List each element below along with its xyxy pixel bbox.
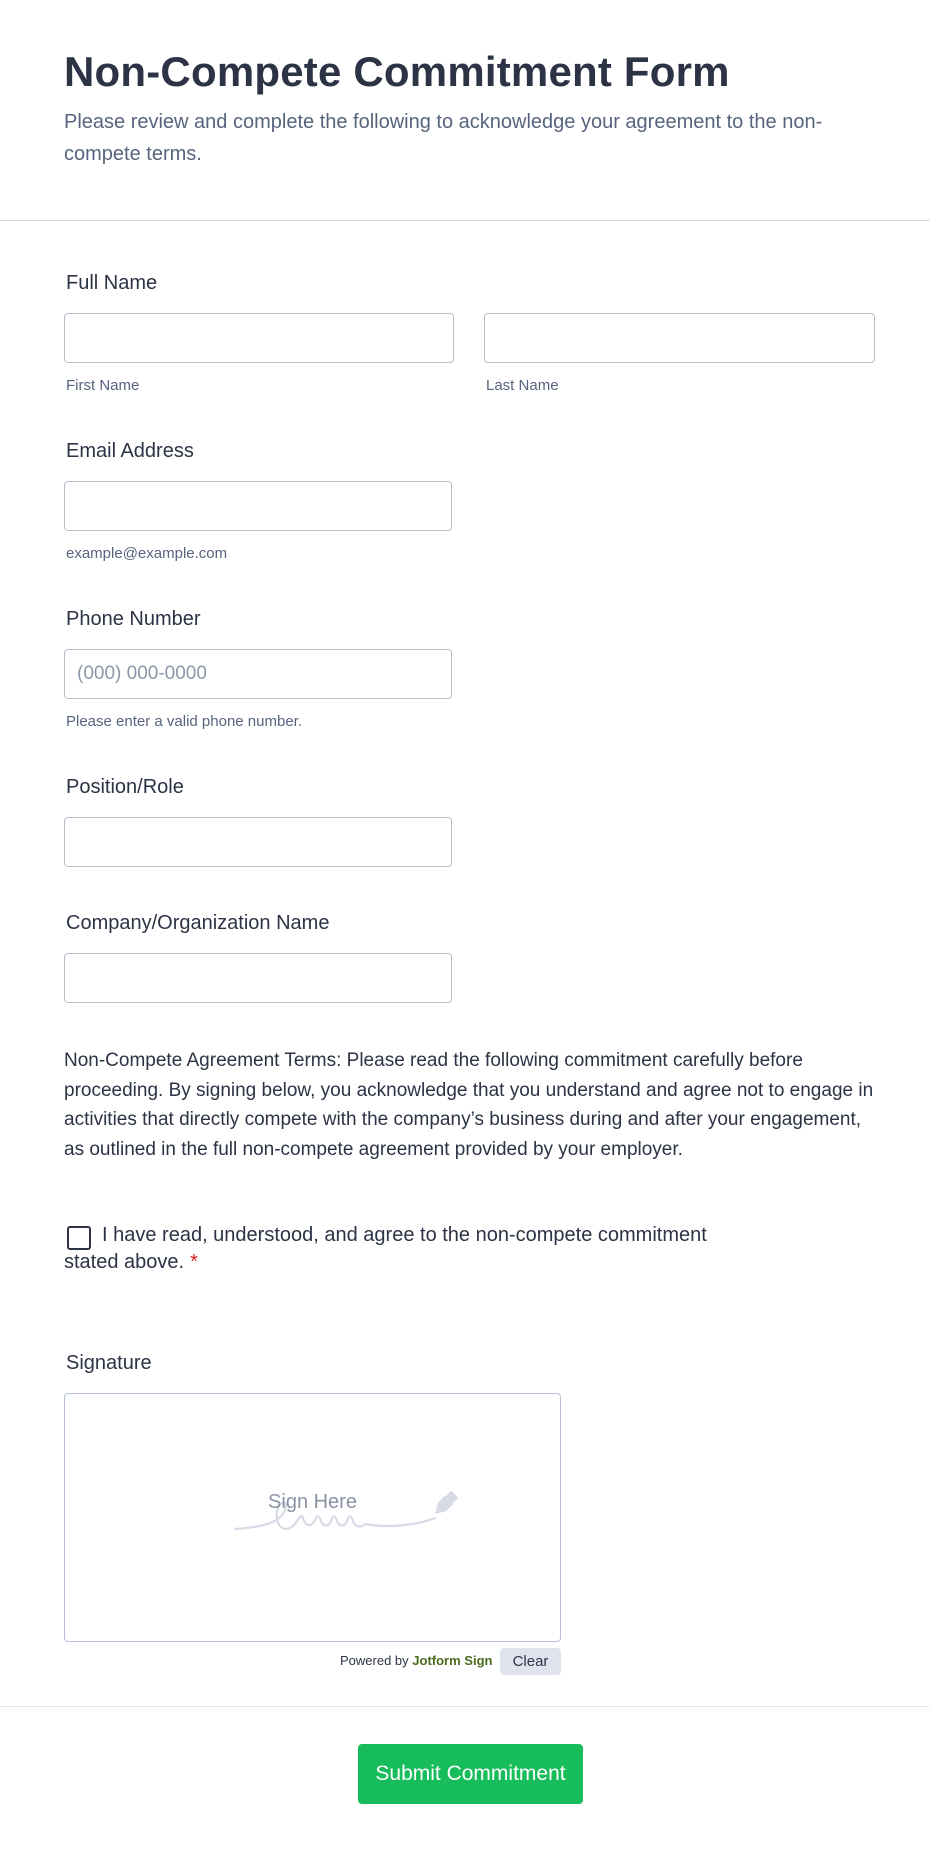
full-name-label: Full Name	[66, 272, 158, 294]
position-input[interactable]	[64, 817, 452, 867]
clear-signature-button[interactable]: Clear	[500, 1648, 561, 1675]
signature-label: Signature	[66, 1352, 152, 1374]
last-name-sublabel: Last Name	[486, 377, 559, 394]
phone-input[interactable]	[64, 649, 452, 699]
sign-here-placeholder: Sign Here	[268, 1491, 357, 1513]
terms-text: Non-Compete Agreement Terms: Please read the following commitment carefully before proceeding. By signing below, you acknowledge that you understand and agree not to engage in activities that directly compete with the company’s business during and after your engagement, as outlined in the full non-compete agreement provided by your employer.	[64, 1050, 874, 1160]
company-label: Company/Organization Name	[66, 912, 330, 934]
required-mark: *	[190, 1251, 198, 1273]
page-subtitle: Please review and complete the following to acknowledge your agreement to the non-compete terms.	[64, 111, 823, 165]
page-title: Non-Compete Commitment Form	[64, 48, 730, 95]
agree-label-text: I have read, understood, and agree to the non-compete commitment stated above.	[64, 1224, 707, 1273]
email-label: Email Address	[66, 440, 194, 462]
submit-button[interactable]: Submit Commitment	[358, 1744, 583, 1804]
agree-label[interactable]	[64, 1222, 764, 1276]
jotform-sign-brand: Jotform Sign	[412, 1653, 493, 1668]
company-input[interactable]	[64, 953, 452, 1003]
phone-label: Phone Number	[66, 608, 201, 630]
last-name-input[interactable]	[484, 313, 875, 363]
email-sublabel: example@example.com	[66, 545, 228, 562]
email-input[interactable]	[64, 481, 452, 531]
phone-sublabel: Please enter a valid phone number.	[66, 713, 302, 730]
first-name-input[interactable]	[64, 313, 454, 363]
powered-by	[340, 1653, 492, 1668]
position-label: Position/Role	[66, 776, 184, 798]
powered-by-text: Powered by	[340, 1653, 409, 1668]
signature-pad[interactable]	[64, 1393, 561, 1642]
form-header	[0, 0, 930, 221]
footer-divider	[0, 1706, 930, 1707]
first-name-sublabel: First Name	[66, 377, 140, 394]
